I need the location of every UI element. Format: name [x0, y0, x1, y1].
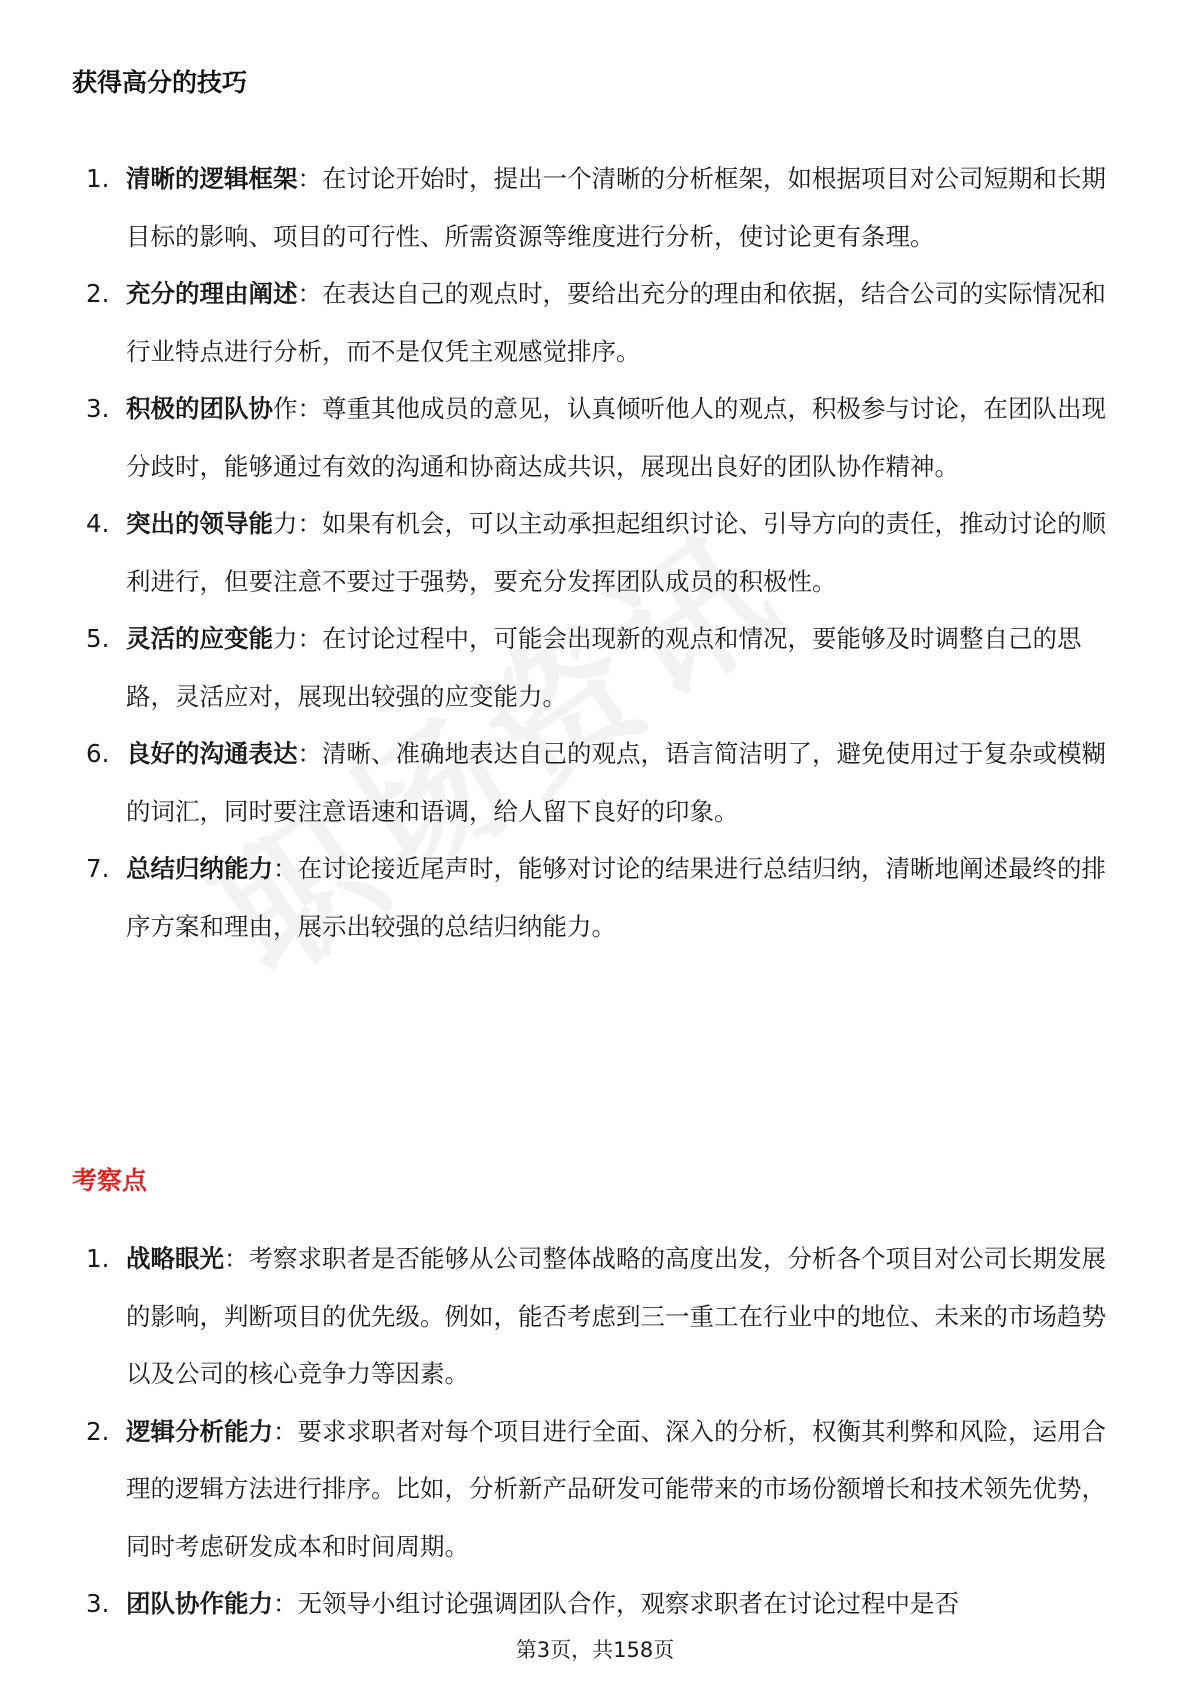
item-number: 2. — [86, 279, 110, 308]
item-text: 力：如果有机会，可以主动承担起组织讨论、引导方向的责任，推动讨论的顺利进行，但要注意不要过于强势，要充分发挥团队成员的积极性。 — [126, 509, 1106, 596]
list-item — [0, 380, 1190, 495]
list-item — [0, 840, 1190, 955]
item-heading: 团队协作能力 — [126, 1589, 273, 1618]
item-text: ：在表达自己的观点时，要给出充分的理由和依据，结合公司的实际情况和行业特点进行分析，而不是仅凭主观感觉排序。 — [126, 279, 1106, 366]
list-item — [0, 1575, 1190, 1633]
item-text: ：无领导小组讨论强调团队合作，观察求职者在讨论过程中是否 — [273, 1589, 959, 1618]
item-number: 5. — [86, 624, 110, 653]
item-heading: 突出的领导能 — [126, 509, 273, 538]
list-item — [0, 725, 1190, 840]
item-heading: 积极的团队协 — [126, 394, 273, 423]
item-heading: 充分的理由阐述 — [126, 279, 298, 308]
item-number: 7. — [86, 854, 110, 883]
item-text: ：在讨论开始时，提出一个清晰的分析框架，如根据项目对公司短期和长期目标的影响、项目的可行性、所需资源等维度进行分析，使讨论更有条理。 — [126, 164, 1106, 251]
item-number: 2. — [86, 1416, 110, 1446]
item-text: ：在讨论接近尾声时，能够对讨论的结果进行总结归纳，清晰地阐述最终的排序方案和理由，展示出较强的总结归纳能力。 — [126, 854, 1106, 941]
list-item — [0, 150, 1190, 265]
page-footer: 第3页，共158页 — [515, 1638, 675, 1662]
list-item — [0, 1230, 1190, 1403]
list-item — [0, 610, 1190, 725]
assessment-list — [0, 1230, 1190, 1633]
item-heading: 清晰的逻辑框架 — [126, 164, 298, 193]
item-heading: 良好的沟通表达 — [126, 739, 298, 768]
item-number: 4. — [86, 509, 110, 538]
list-item — [0, 265, 1190, 380]
item-text: 力：在讨论过程中，可能会出现新的观点和情况，要能够及时调整自己的思路，灵活应对，展现出较强的应变能力。 — [126, 624, 1082, 711]
tips-list — [0, 150, 1190, 955]
list-item — [0, 495, 1190, 610]
item-number: 3. — [86, 1589, 110, 1618]
item-heading: 逻辑分析能力 — [126, 1416, 273, 1446]
item-number: 1. — [86, 1244, 110, 1273]
item-number: 6. — [86, 739, 110, 768]
item-text: 作：尊重其他成员的意见，认真倾听他人的观点，积极参与讨论，在团队出现分歧时，能够通过有效的沟通和协商达成共识，展现出良好的团队协作精神。 — [126, 394, 1106, 481]
item-heading: 总结归纳能力 — [126, 854, 273, 883]
section-title-assessment: 考察点 — [72, 1166, 148, 1195]
item-text: ：要求求职者对每个项目进行全面、深入的分析，权衡其利弊和风险，运用合理的逻辑方法进行排序。比如，分析新产品研发可能带来的市场份额增长和技术领先优势，同时考虑研发成本和时间周期。 — [126, 1416, 1106, 1561]
item-heading: 灵活的应变能 — [126, 624, 273, 653]
list-item — [0, 1403, 1190, 1576]
item-number: 1. — [86, 164, 110, 193]
item-number: 3. — [86, 394, 110, 423]
item-heading: 战略眼光 — [126, 1244, 224, 1273]
item-text: ：考察求职者是否能够从公司整体战略的高度出发，分析各个项目对公司长期发展的影响，判断项目的优先级。例如，能否考虑到三一重工在行业中的地位、未来的市场趋势以及公司的核心竞争力等因素。 — [126, 1244, 1106, 1388]
item-text: ：清晰、准确地表达自己的观点，语言简洁明了，避免使用过于复杂或模糊的词汇，同时要注意语速和语调，给人留下良好的印象。 — [126, 739, 1106, 826]
section-title-tips: 获得高分的技巧 — [72, 68, 248, 97]
